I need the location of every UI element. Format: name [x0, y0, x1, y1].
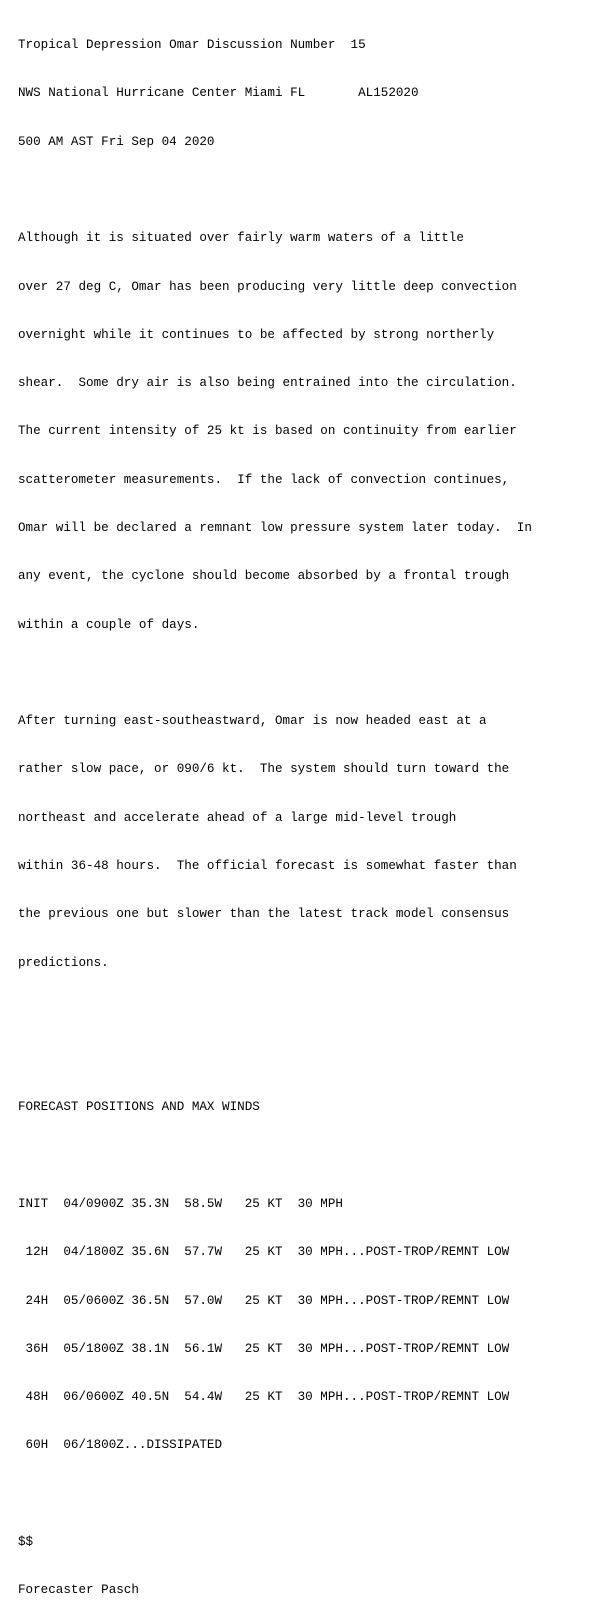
forecast-row: 36H 05/1800Z 38.1N 56.1W 25 KT 30 MPH...POST-TROP/REMNT LOW [18, 1341, 510, 1356]
forecast-row: INIT 04/0900Z 35.3N 58.5W 25 KT 30 MPH [18, 1196, 343, 1211]
paragraph-2-line: predictions. [18, 955, 109, 970]
paragraph-1-line: The current intensity of 25 kt is based on continuity from earlier [18, 424, 517, 439]
forecast-row: 24H 05/0600Z 36.5N 57.0W 25 KT 30 MPH...POST-TROP/REMNT LOW [18, 1293, 510, 1308]
paragraph-1-line: shear. Some dry air is also being entrained into the circulation. [18, 376, 517, 391]
discussion-text [18, 5, 602, 1614]
forecast-row: 60H 06/1800Z...DISSIPATED [18, 1438, 223, 1453]
blank-line [18, 182, 602, 198]
paragraph-2-line: After turning east-southeastward, Omar is now headed east at a [18, 714, 487, 729]
paragraph-1-line: over 27 deg C, Omar has been producing very little deep convection [18, 279, 517, 294]
forecast-row: 48H 06/0600Z 40.5N 54.4W 25 KT 30 MPH...POST-TROP/REMNT LOW [18, 1390, 510, 1405]
paragraph-1-line: within a couple of days. [18, 617, 200, 632]
header-datetime: 500 AM AST Fri Sep 04 2020 [18, 134, 215, 149]
forecaster-signature: Forecaster Pasch [18, 1583, 139, 1598]
paragraph-1-line: scatterometer measurements. If the lack of convection continues, [18, 472, 510, 487]
blank-line [18, 1148, 602, 1164]
forecast-heading: FORECAST POSITIONS AND MAX WINDS [18, 1100, 260, 1115]
paragraph-2-line: the previous one but slower than the latest track model consensus [18, 907, 510, 922]
header-office: NWS National Hurricane Center Miami FL AL152020 [18, 86, 419, 101]
paragraph-2-line: within 36-48 hours. The official forecast is somewhat faster than [18, 858, 517, 873]
paragraph-2-line: northeast and accelerate ahead of a large mid-level trough [18, 810, 457, 825]
paragraph-2-line: rather slow pace, or 090/6 kt. The system should turn toward the [18, 762, 510, 777]
paragraph-1-line: Although it is situated over fairly warm waters of a little [18, 231, 464, 246]
header-title: Tropical Depression Omar Discussion Number 15 [18, 38, 366, 53]
paragraph-1-line: overnight while it continues to be affected by strong northerly [18, 327, 495, 342]
paragraph-1-line: Omar will be declared a remnant low pressure system later today. In [18, 521, 532, 535]
forecast-row: 12H 04/1800Z 35.6N 57.7W 25 KT 30 MPH...POST-TROP/REMNT LOW [18, 1245, 510, 1260]
blank-line [18, 1486, 602, 1502]
blank-line [18, 1003, 602, 1019]
blank-line [18, 1051, 602, 1067]
blank-line [18, 665, 602, 681]
paragraph-1-line: any event, the cyclone should become absorbed by a frontal trough [18, 569, 510, 584]
end-mark: $$ [18, 1534, 34, 1549]
